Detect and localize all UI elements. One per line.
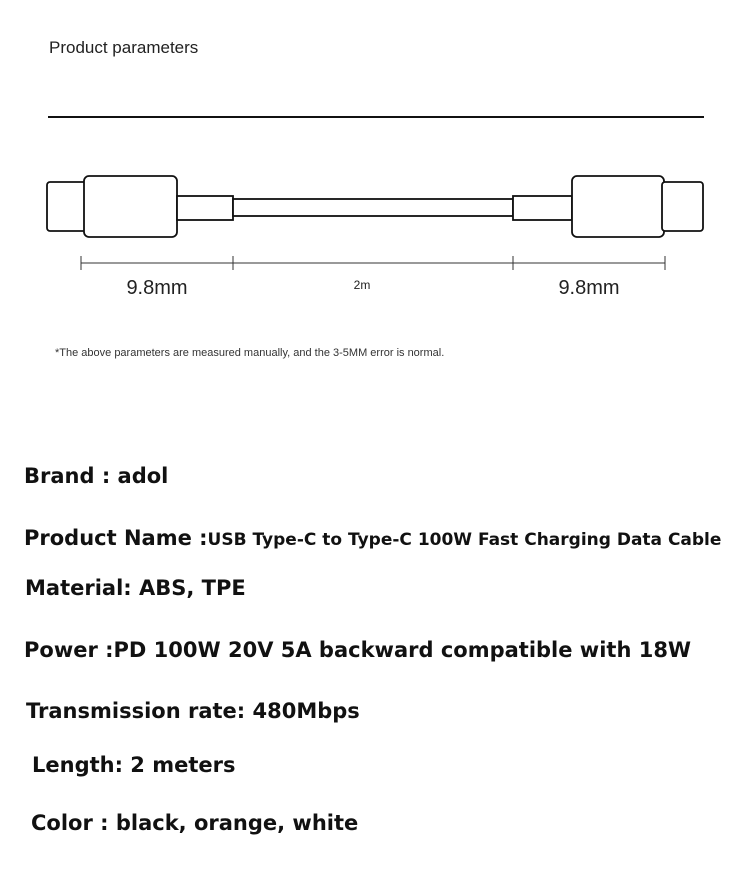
right-connector-housing — [572, 176, 664, 237]
right-connector-tip — [662, 182, 703, 231]
spec-transmission: Transmission rate: 480Mbps — [26, 699, 360, 723]
spec-product-name — [24, 526, 721, 550]
cable-diagram — [0, 0, 750, 320]
spec-product-name-label: Product Name : — [24, 526, 208, 550]
right-dimension-label: 9.8mm — [558, 277, 620, 299]
cable-body — [233, 199, 513, 216]
middle-dimension-label: 2m — [353, 278, 371, 292]
spec-color: Color : black, orange, white — [31, 811, 359, 835]
spec-product-name-value: USB Type-C to Type-C 100W Fast Charging Data Cable — [207, 530, 722, 550]
page-title: Product parameters — [49, 38, 199, 57]
left-strain-relief — [177, 196, 233, 220]
spec-length: Length: 2 meters — [32, 753, 236, 777]
spec-power: Power :PD 100W 20V 5A backward compatible with 18W — [24, 638, 692, 662]
left-connector-housing — [84, 176, 177, 237]
left-connector-tip — [47, 182, 87, 231]
right-strain-relief — [513, 196, 572, 220]
measurement-note: *The above parameters are measured manually, and the 3-5MM error is normal. — [55, 347, 445, 359]
spec-material: Material: ABS, TPE — [25, 576, 246, 600]
spec-brand: Brand : adol — [24, 464, 169, 488]
left-dimension-label: 9.8mm — [126, 277, 188, 299]
